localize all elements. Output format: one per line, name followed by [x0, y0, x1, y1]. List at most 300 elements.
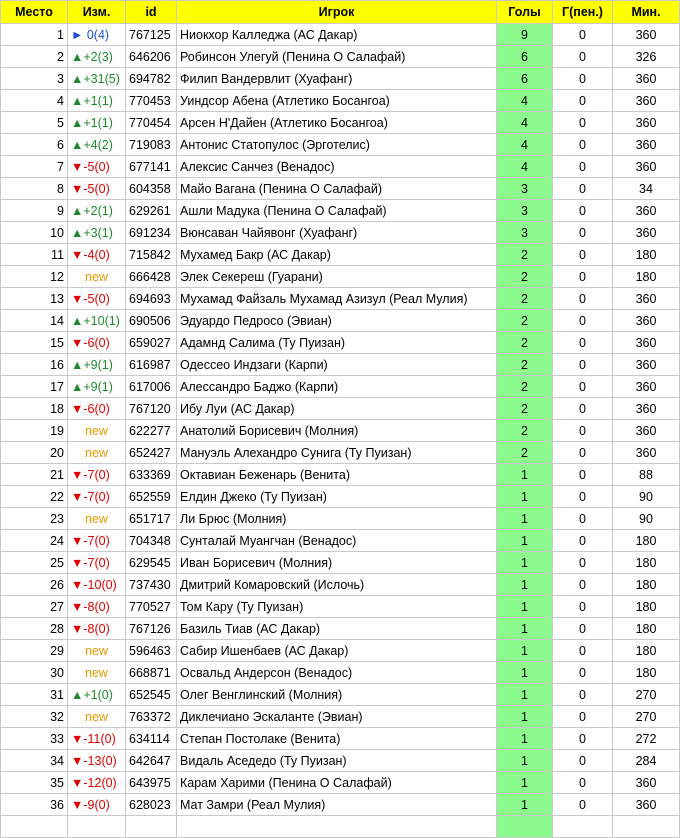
penalty-goals-cell[interactable]: 0 — [553, 706, 613, 728]
table-row — [1, 640, 680, 662]
change-cell[interactable]: new — [68, 442, 126, 464]
player-cell[interactable]: Карам Харими (Пенина О Салафай) — [177, 772, 497, 794]
player-cell[interactable]: Иван Борисевич (Молния) — [177, 552, 497, 574]
table-row — [1, 398, 680, 420]
minutes-cell[interactable]: 360 — [613, 310, 680, 332]
id-cell[interactable]: 668871 — [126, 662, 177, 684]
minutes-cell[interactable]: 270 — [613, 706, 680, 728]
player-cell[interactable]: Одессео Индзаги (Карпи) — [177, 354, 497, 376]
table-row — [1, 244, 680, 266]
minutes-cell[interactable]: 360 — [613, 376, 680, 398]
player-cell[interactable]: Диклечиано Эскаланте (Эвиан) — [177, 706, 497, 728]
id-cell[interactable]: 719083 — [126, 134, 177, 156]
goals-cell[interactable]: 1 — [497, 794, 553, 816]
table-row — [1, 112, 680, 134]
place-cell[interactable]: 4 — [1, 90, 68, 112]
minutes-cell[interactable]: 88 — [613, 464, 680, 486]
player-cell[interactable]: Элек Секереш (Гуарани) — [177, 266, 497, 288]
penalty-goals-cell[interactable]: 0 — [553, 222, 613, 244]
table-row — [1, 420, 680, 442]
change-cell[interactable]: ▼-12(0) — [68, 772, 126, 794]
table-row — [1, 266, 680, 288]
penalty-goals-cell[interactable]: 0 — [553, 112, 613, 134]
goals-cell[interactable]: 4 — [497, 112, 553, 134]
table-row — [1, 794, 680, 816]
id-cell[interactable]: 651717 — [126, 508, 177, 530]
table-row — [1, 134, 680, 156]
goals-cell[interactable]: 2 — [497, 288, 553, 310]
id-cell[interactable]: 770527 — [126, 596, 177, 618]
header-goals[interactable]: Голы — [497, 1, 553, 24]
table-row — [1, 464, 680, 486]
minutes-cell[interactable] — [613, 816, 680, 838]
minutes-cell[interactable]: 34 — [613, 178, 680, 200]
table-row — [1, 486, 680, 508]
minutes-cell[interactable]: 360 — [613, 112, 680, 134]
id-cell[interactable]: 677141 — [126, 156, 177, 178]
place-cell[interactable]: 8 — [1, 178, 68, 200]
place-cell[interactable] — [1, 816, 68, 838]
change-cell[interactable]: ▼-7(0) — [68, 464, 126, 486]
table-row — [1, 222, 680, 244]
header-minutes[interactable]: Мин. — [613, 1, 680, 24]
player-cell[interactable]: Олег Венглинский (Молния) — [177, 684, 497, 706]
penalty-goals-cell[interactable]: 0 — [553, 24, 613, 46]
table-row — [1, 706, 680, 728]
id-cell[interactable]: 652427 — [126, 442, 177, 464]
goals-cell[interactable]: 2 — [497, 332, 553, 354]
place-cell[interactable]: 12 — [1, 266, 68, 288]
change-cell[interactable]: ▼-5(0) — [68, 288, 126, 310]
minutes-cell[interactable]: 360 — [613, 354, 680, 376]
penalty-goals-cell[interactable]: 0 — [553, 178, 613, 200]
player-cell[interactable]: Елдин Джеко (Ту Пуизан) — [177, 486, 497, 508]
table-row — [1, 24, 680, 46]
place-cell[interactable]: 31 — [1, 684, 68, 706]
penalty-goals-cell[interactable] — [553, 816, 613, 838]
place-cell[interactable]: 1 — [1, 24, 68, 46]
change-cell[interactable]: ▲+1(0) — [68, 684, 126, 706]
place-cell[interactable]: 33 — [1, 728, 68, 750]
change-cell[interactable]: ▼-5(0) — [68, 156, 126, 178]
penalty-goals-cell[interactable]: 0 — [553, 662, 613, 684]
change-cell[interactable]: ▲+1(1) — [68, 90, 126, 112]
change-cell[interactable]: ▲+3(1) — [68, 222, 126, 244]
penalty-goals-cell[interactable]: 0 — [553, 288, 613, 310]
minutes-cell[interactable]: 360 — [613, 772, 680, 794]
table-row — [1, 662, 680, 684]
player-cell[interactable]: Мануэль Алехандро Сунига (Ту Пуизан) — [177, 442, 497, 464]
penalty-goals-cell[interactable]: 0 — [553, 376, 613, 398]
goals-cell[interactable]: 4 — [497, 134, 553, 156]
id-cell[interactable]: 622277 — [126, 420, 177, 442]
goals-cell[interactable]: 6 — [497, 68, 553, 90]
player-cell[interactable]: Ибу Луи (АС Дакар) — [177, 398, 497, 420]
change-cell[interactable]: ▲+9(1) — [68, 376, 126, 398]
place-cell[interactable]: 22 — [1, 486, 68, 508]
penalty-goals-cell[interactable]: 0 — [553, 354, 613, 376]
id-cell[interactable]: 763372 — [126, 706, 177, 728]
place-cell[interactable]: 32 — [1, 706, 68, 728]
id-cell[interactable]: 629261 — [126, 200, 177, 222]
player-cell[interactable]: Освальд Андерсон (Венадос) — [177, 662, 497, 684]
minutes-cell[interactable]: 180 — [613, 640, 680, 662]
place-cell[interactable]: 20 — [1, 442, 68, 464]
player-cell[interactable]: Алессандро Баджо (Карпи) — [177, 376, 497, 398]
goals-cell[interactable]: 1 — [497, 508, 553, 530]
change-cell[interactable]: new — [68, 640, 126, 662]
minutes-cell[interactable]: 284 — [613, 750, 680, 772]
place-cell[interactable]: 30 — [1, 662, 68, 684]
change-cell[interactable]: new — [68, 706, 126, 728]
id-cell[interactable]: 646206 — [126, 46, 177, 68]
place-cell[interactable]: 24 — [1, 530, 68, 552]
goals-cell[interactable]: 3 — [497, 178, 553, 200]
place-cell[interactable]: 26 — [1, 574, 68, 596]
penalty-goals-cell[interactable]: 0 — [553, 750, 613, 772]
table-row — [1, 728, 680, 750]
place-cell[interactable]: 17 — [1, 376, 68, 398]
minutes-cell[interactable]: 360 — [613, 288, 680, 310]
change-cell[interactable]: ▼-8(0) — [68, 596, 126, 618]
player-cell[interactable]: Робинсон Улегуй (Пенина О Салафай) — [177, 46, 497, 68]
change-cell[interactable]: ▲+10(1) — [68, 310, 126, 332]
place-cell[interactable]: 27 — [1, 596, 68, 618]
table-row — [1, 772, 680, 794]
player-cell[interactable]: Мат Замри (Реал Мулия) — [177, 794, 497, 816]
change-cell[interactable]: ▼-8(0) — [68, 618, 126, 640]
player-cell[interactable]: Алексис Санчез (Венадос) — [177, 156, 497, 178]
change-cell[interactable]: ▼-7(0) — [68, 552, 126, 574]
goals-cell[interactable]: 1 — [497, 706, 553, 728]
penalty-goals-cell[interactable]: 0 — [553, 156, 613, 178]
goals-cell[interactable]: 1 — [497, 772, 553, 794]
header-player[interactable]: Игрок — [177, 1, 497, 24]
player-cell[interactable]: Эдуардо Педросо (Эвиан) — [177, 310, 497, 332]
penalty-goals-cell[interactable]: 0 — [553, 266, 613, 288]
goals-cell[interactable] — [497, 816, 553, 838]
id-cell[interactable]: 652545 — [126, 684, 177, 706]
change-cell[interactable]: ▼-4(0) — [68, 244, 126, 266]
player-cell[interactable]: Дмитрий Комаровский (Ислочь) — [177, 574, 497, 596]
id-cell[interactable]: 715842 — [126, 244, 177, 266]
player-cell[interactable]: Базиль Тиав (АС Дакар) — [177, 618, 497, 640]
table-row — [1, 332, 680, 354]
minutes-cell[interactable]: 180 — [613, 552, 680, 574]
penalty-goals-cell[interactable]: 0 — [553, 310, 613, 332]
change-cell[interactable]: new — [68, 420, 126, 442]
place-cell[interactable]: 34 — [1, 750, 68, 772]
player-cell[interactable]: Антонис Статопулос (Эрготелис) — [177, 134, 497, 156]
header-change[interactable]: Изм. — [68, 1, 126, 24]
change-cell[interactable]: ► 0(4) — [68, 24, 126, 46]
change-cell[interactable]: ▼-11(0) — [68, 728, 126, 750]
id-cell[interactable]: 737430 — [126, 574, 177, 596]
goals-cell[interactable]: 4 — [497, 90, 553, 112]
table-row — [1, 618, 680, 640]
id-cell[interactable]: 770454 — [126, 112, 177, 134]
penalty-goals-cell[interactable]: 0 — [553, 508, 613, 530]
player-cell[interactable]: Том Кару (Ту Пуизан) — [177, 596, 497, 618]
penalty-goals-cell[interactable]: 0 — [553, 530, 613, 552]
penalty-goals-cell[interactable]: 0 — [553, 486, 613, 508]
table-row — [1, 530, 680, 552]
id-cell[interactable]: 767125 — [126, 24, 177, 46]
place-cell[interactable]: 14 — [1, 310, 68, 332]
goals-cell[interactable]: 1 — [497, 596, 553, 618]
id-cell[interactable]: 642647 — [126, 750, 177, 772]
change-cell[interactable]: new — [68, 662, 126, 684]
header-id[interactable]: id — [126, 1, 177, 24]
minutes-cell[interactable]: 360 — [613, 90, 680, 112]
place-cell[interactable]: 15 — [1, 332, 68, 354]
goals-cell[interactable]: 9 — [497, 24, 553, 46]
table-row — [1, 684, 680, 706]
goals-cell[interactable]: 2 — [497, 310, 553, 332]
id-cell[interactable]: 704348 — [126, 530, 177, 552]
player-cell[interactable]: Ли Брюс (Молния) — [177, 508, 497, 530]
penalty-goals-cell[interactable]: 0 — [553, 398, 613, 420]
penalty-goals-cell[interactable]: 0 — [553, 772, 613, 794]
change-cell[interactable]: ▲+9(1) — [68, 354, 126, 376]
goals-cell[interactable]: 1 — [497, 530, 553, 552]
minutes-cell[interactable]: 360 — [613, 442, 680, 464]
header-penalty-goals[interactable]: Г(пен.) — [553, 1, 613, 24]
id-cell[interactable]: 633369 — [126, 464, 177, 486]
goals-cell[interactable]: 1 — [497, 662, 553, 684]
place-cell[interactable]: 5 — [1, 112, 68, 134]
goals-cell[interactable]: 2 — [497, 442, 553, 464]
place-cell[interactable]: 25 — [1, 552, 68, 574]
minutes-cell[interactable]: 360 — [613, 222, 680, 244]
change-cell[interactable]: ▼-9(0) — [68, 794, 126, 816]
place-cell[interactable]: 36 — [1, 794, 68, 816]
place-cell[interactable]: 19 — [1, 420, 68, 442]
goals-cell[interactable]: 1 — [497, 728, 553, 750]
table-row — [1, 354, 680, 376]
player-cell[interactable]: Филип Вандервлит (Хуафанг) — [177, 68, 497, 90]
change-cell[interactable]: ▼-13(0) — [68, 750, 126, 772]
place-cell[interactable]: 13 — [1, 288, 68, 310]
id-cell[interactable]: 643975 — [126, 772, 177, 794]
goals-cell[interactable]: 1 — [497, 486, 553, 508]
penalty-goals-cell[interactable]: 0 — [553, 684, 613, 706]
minutes-cell[interactable]: 360 — [613, 134, 680, 156]
header-row — [1, 1, 680, 24]
penalty-goals-cell[interactable]: 0 — [553, 332, 613, 354]
id-cell[interactable]: 767126 — [126, 618, 177, 640]
id-cell[interactable]: 617006 — [126, 376, 177, 398]
penalty-goals-cell[interactable]: 0 — [553, 640, 613, 662]
change-cell[interactable]: ▼-7(0) — [68, 530, 126, 552]
minutes-cell[interactable]: 180 — [613, 266, 680, 288]
place-cell[interactable]: 21 — [1, 464, 68, 486]
change-cell[interactable]: ▲+1(1) — [68, 112, 126, 134]
penalty-goals-cell[interactable]: 0 — [553, 46, 613, 68]
place-cell[interactable]: 2 — [1, 46, 68, 68]
player-cell[interactable]: Арсен Н'Дайен (Атлетико Босангоа) — [177, 112, 497, 134]
place-cell[interactable]: 11 — [1, 244, 68, 266]
goals-cell[interactable]: 3 — [497, 200, 553, 222]
table-row — [1, 288, 680, 310]
table-row — [1, 90, 680, 112]
penalty-goals-cell[interactable]: 0 — [553, 794, 613, 816]
table-row — [1, 310, 680, 332]
table-row — [1, 68, 680, 90]
player-cell[interactable]: Анатолий Борисевич (Молния) — [177, 420, 497, 442]
goals-cell[interactable]: 1 — [497, 684, 553, 706]
change-cell[interactable]: ▼-6(0) — [68, 398, 126, 420]
penalty-goals-cell[interactable]: 0 — [553, 200, 613, 222]
minutes-cell[interactable]: 360 — [613, 794, 680, 816]
player-cell[interactable]: Сунталай Муангчан (Венадос) — [177, 530, 497, 552]
minutes-cell[interactable]: 360 — [613, 420, 680, 442]
id-cell[interactable]: 770453 — [126, 90, 177, 112]
table-row — [1, 178, 680, 200]
minutes-cell[interactable]: 180 — [613, 530, 680, 552]
goals-cell[interactable]: 1 — [497, 464, 553, 486]
player-cell[interactable]: Вюнсаван Чайявонг (Хуафанг) — [177, 222, 497, 244]
player-cell[interactable] — [177, 816, 497, 838]
table-row — [1, 574, 680, 596]
id-cell[interactable]: 767120 — [126, 398, 177, 420]
goals-cell[interactable]: 4 — [497, 156, 553, 178]
penalty-goals-cell[interactable]: 0 — [553, 464, 613, 486]
change-cell[interactable]: ▲+31(5) — [68, 68, 126, 90]
goals-cell[interactable]: 1 — [497, 552, 553, 574]
goals-cell[interactable]: 2 — [497, 244, 553, 266]
penalty-goals-cell[interactable]: 0 — [553, 596, 613, 618]
id-cell[interactable]: 629545 — [126, 552, 177, 574]
table-row — [1, 750, 680, 772]
player-cell[interactable]: Октавиан Беженарь (Венита) — [177, 464, 497, 486]
change-cell[interactable]: ▼-7(0) — [68, 486, 126, 508]
penalty-goals-cell[interactable]: 0 — [553, 68, 613, 90]
penalty-goals-cell[interactable]: 0 — [553, 618, 613, 640]
minutes-cell[interactable]: 180 — [613, 596, 680, 618]
penalty-goals-cell[interactable]: 0 — [553, 574, 613, 596]
goals-cell[interactable]: 2 — [497, 354, 553, 376]
penalty-goals-cell[interactable]: 0 — [553, 420, 613, 442]
player-cell[interactable]: Видаль Аседедо (Ту Пуизан) — [177, 750, 497, 772]
minutes-cell[interactable]: 326 — [613, 46, 680, 68]
penalty-goals-cell[interactable]: 0 — [553, 244, 613, 266]
id-cell[interactable]: 628023 — [126, 794, 177, 816]
table-row — [1, 156, 680, 178]
penalty-goals-cell[interactable]: 0 — [553, 442, 613, 464]
id-cell[interactable]: 694693 — [126, 288, 177, 310]
change-cell[interactable]: ▲+4(2) — [68, 134, 126, 156]
minutes-cell[interactable]: 360 — [613, 398, 680, 420]
minutes-cell[interactable]: 90 — [613, 508, 680, 530]
goals-cell[interactable]: 2 — [497, 376, 553, 398]
goals-cell[interactable]: 2 — [497, 398, 553, 420]
player-cell[interactable]: Майо Вагана (Пенина О Салафай) — [177, 178, 497, 200]
change-cell[interactable] — [68, 816, 126, 838]
goals-cell[interactable]: 3 — [497, 222, 553, 244]
player-cell[interactable]: Уиндсор Абена (Атлетико Босангоа) — [177, 90, 497, 112]
id-cell[interactable]: 691234 — [126, 222, 177, 244]
minutes-cell[interactable]: 180 — [613, 662, 680, 684]
place-cell[interactable]: 7 — [1, 156, 68, 178]
minutes-cell[interactable]: 360 — [613, 332, 680, 354]
id-cell[interactable]: 616987 — [126, 354, 177, 376]
minutes-cell[interactable]: 180 — [613, 244, 680, 266]
place-cell[interactable]: 29 — [1, 640, 68, 662]
minutes-cell[interactable]: 272 — [613, 728, 680, 750]
player-cell[interactable]: Ашли Мадука (Пенина О Салафай) — [177, 200, 497, 222]
goals-cell[interactable]: 1 — [497, 750, 553, 772]
change-cell[interactable]: new — [68, 266, 126, 288]
minutes-cell[interactable]: 270 — [613, 684, 680, 706]
table-row — [1, 816, 680, 838]
goals-cell[interactable]: 2 — [497, 266, 553, 288]
minutes-cell[interactable]: 360 — [613, 200, 680, 222]
goals-cell[interactable]: 1 — [497, 618, 553, 640]
id-cell[interactable]: 666428 — [126, 266, 177, 288]
place-cell[interactable]: 35 — [1, 772, 68, 794]
penalty-goals-cell[interactable]: 0 — [553, 134, 613, 156]
place-cell[interactable]: 18 — [1, 398, 68, 420]
place-cell[interactable]: 3 — [1, 68, 68, 90]
player-cell[interactable]: Ниокхор Калледжа (АС Дакар) — [177, 24, 497, 46]
penalty-goals-cell[interactable]: 0 — [553, 728, 613, 750]
place-cell[interactable]: 16 — [1, 354, 68, 376]
id-cell[interactable]: 634114 — [126, 728, 177, 750]
place-cell[interactable]: 28 — [1, 618, 68, 640]
place-cell[interactable]: 6 — [1, 134, 68, 156]
table-row — [1, 46, 680, 68]
player-cell[interactable]: Степан Постолаке (Венита) — [177, 728, 497, 750]
id-cell[interactable] — [126, 816, 177, 838]
minutes-cell[interactable]: 360 — [613, 156, 680, 178]
change-cell[interactable]: ▼-10(0) — [68, 574, 126, 596]
place-cell[interactable]: 9 — [1, 200, 68, 222]
player-cell[interactable]: Мухамед Бакр (АС Дакар) — [177, 244, 497, 266]
table-row — [1, 552, 680, 574]
id-cell[interactable]: 596463 — [126, 640, 177, 662]
goals-cell[interactable]: 1 — [497, 640, 553, 662]
minutes-cell[interactable]: 180 — [613, 574, 680, 596]
id-cell[interactable]: 604358 — [126, 178, 177, 200]
id-cell[interactable]: 652559 — [126, 486, 177, 508]
player-cell[interactable]: Сабир Ишенбаев (АС Дакар) — [177, 640, 497, 662]
change-cell[interactable]: ▲+2(1) — [68, 200, 126, 222]
table-row — [1, 200, 680, 222]
id-cell[interactable]: 659027 — [126, 332, 177, 354]
goals-cell[interactable]: 2 — [497, 420, 553, 442]
id-cell[interactable]: 690506 — [126, 310, 177, 332]
change-cell[interactable]: ▲+2(3) — [68, 46, 126, 68]
player-cell[interactable]: Адамнд Салима (Ту Пуизан) — [177, 332, 497, 354]
change-cell[interactable]: new — [68, 508, 126, 530]
minutes-cell[interactable]: 90 — [613, 486, 680, 508]
change-cell[interactable]: ▼-5(0) — [68, 178, 126, 200]
penalty-goals-cell[interactable]: 0 — [553, 90, 613, 112]
place-cell[interactable]: 10 — [1, 222, 68, 244]
place-cell[interactable]: 23 — [1, 508, 68, 530]
goals-cell[interactable]: 1 — [497, 574, 553, 596]
change-cell[interactable]: ▼-6(0) — [68, 332, 126, 354]
id-cell[interactable]: 694782 — [126, 68, 177, 90]
minutes-cell[interactable]: 360 — [613, 68, 680, 90]
header-place[interactable]: Место — [1, 1, 68, 24]
goals-cell[interactable]: 6 — [497, 46, 553, 68]
minutes-cell[interactable]: 180 — [613, 618, 680, 640]
minutes-cell[interactable]: 360 — [613, 24, 680, 46]
penalty-goals-cell[interactable]: 0 — [553, 552, 613, 574]
player-cell[interactable]: Мухамад Файзаль Мухамад Азизул (Реал Мулия) — [177, 288, 497, 310]
